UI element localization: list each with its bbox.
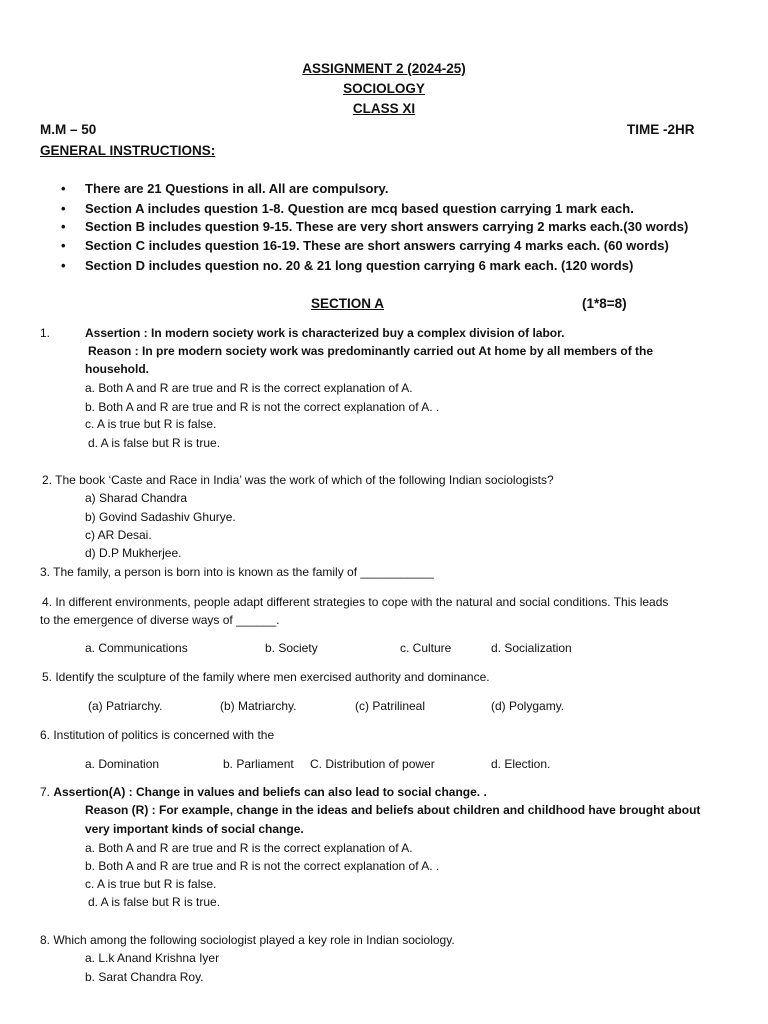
instruction-item: • Section A includes question 1-8. Question are mcq based question carrying 1 mark each.	[85, 200, 634, 218]
q5-option-c: (c) Patrilineal	[355, 699, 426, 713]
q1-assertion: Assertion : In modern society work is characterized buy a complex division of labor.	[85, 326, 565, 340]
q7-reason-cont: very important kinds of social change.	[85, 822, 304, 836]
q5-option-d: (d) Polygamy.	[491, 699, 565, 713]
q7-reason: Reason (R) : For example, change in the ideas and beliefs about children and childhood have brought about	[85, 803, 701, 817]
q4-text: 4. In different environments, people adapt different strategies to cope with the natural and social conditions. This leads	[42, 595, 669, 609]
q3-text: 3. The family, a person is born into is known as the family of ___________	[40, 565, 434, 579]
q6-option-a: a. Domination	[85, 757, 160, 771]
q2-option-c: c) AR Desai.	[85, 528, 152, 542]
instruction-item: • Section D includes question no. 20 & 21 long question carrying 6 mark each. (120 words)	[85, 257, 633, 275]
q4-text-cont: to the emergence of diverse ways of ______.	[40, 613, 280, 627]
q1-option-b: b. Both A and R are true and R is not the correct explanation of A. .	[85, 400, 440, 414]
q7-assertion: Assertion(A) : Change in values and beliefs can also lead to social change. .	[53, 785, 487, 799]
q6-option-b: b. Parliament	[223, 757, 294, 771]
q7-option-b: b. Both A and R are true and R is not the correct explanation of A. .	[85, 859, 440, 873]
class-title: CLASS XI	[352, 101, 416, 116]
q8-text: 8. Which among the following sociologist played a key role in Indian sociology.	[40, 933, 455, 947]
q1-option-d: d. A is false but R is true.	[88, 436, 221, 450]
q8-option-a: a. L.k Anand Krishna Iyer	[85, 951, 220, 965]
q5-option-a: (a) Patriarchy.	[88, 699, 163, 713]
q4-option-d: d. Socialization	[491, 641, 572, 655]
q5-option-b: (b) Matriarchy.	[220, 699, 297, 713]
q4-option-b: b. Society	[265, 641, 318, 655]
max-marks: M.M – 50	[40, 122, 97, 137]
q2-text: 2. The book ‘Caste and Race in India’ was the work of which of the following Indian sociologists?	[42, 473, 554, 487]
section-a-marks: (1*8=8)	[582, 296, 627, 311]
q6-text: 6. Institution of politics is concerned with the	[40, 728, 275, 742]
q7-option-d: d. A is false but R is true.	[88, 895, 221, 909]
q6-option-c: C. Distribution of power	[310, 757, 435, 771]
q7-option-c: c. A is true but R is false.	[85, 877, 217, 891]
time-allowed: TIME -2HR	[627, 122, 695, 137]
instructions-heading: GENERAL INSTRUCTIONS:	[40, 143, 216, 158]
q1-reason: Reason : In pre modern society work was predominantly carried out At home by all members of the	[88, 344, 654, 358]
instruction-item: • Section C includes question 16-19. These are short answers carrying 4 marks each. (60 words)	[85, 237, 669, 255]
question-number: 1.	[40, 326, 51, 340]
q2-option-d: d) D.P Mukherjee.	[85, 546, 182, 560]
instruction-item: • There are 21 Questions in all. All are compulsory.	[85, 180, 388, 198]
q7-option-a: a. Both A and R are true and R is the correct explanation of A.	[85, 841, 413, 855]
q1-option-c: c. A is true but R is false.	[85, 417, 217, 431]
q4-option-a: a. Communications	[85, 641, 188, 655]
assignment-title: ASSIGNMENT 2 (2024-25)	[302, 61, 466, 76]
q1-reason-cont: household.	[85, 362, 149, 376]
q7-number: 7.	[40, 785, 54, 799]
q7-assertion-line	[40, 783, 487, 801]
q2-option-b: b) Govind Sadashiv Ghurye.	[85, 510, 236, 524]
section-a-title: SECTION A	[311, 296, 385, 311]
instruction-item: • Section B includes question 9-15. These are very short answers carrying 2 marks each.(30 words)	[85, 218, 688, 236]
q1-option-a: a. Both A and R are true and R is the correct explanation of A.	[85, 381, 413, 395]
q6-option-d: d. Election.	[491, 757, 551, 771]
q2-option-a: a) Sharad Chandra	[85, 491, 188, 505]
q4-option-c: c. Culture	[400, 641, 452, 655]
q5-text: 5. Identify the sculpture of the family where men exercised authority and dominance.	[42, 670, 490, 684]
subject-title: SOCIOLOGY	[343, 81, 425, 96]
q8-option-b: b. Sarat Chandra Roy.	[85, 970, 204, 984]
